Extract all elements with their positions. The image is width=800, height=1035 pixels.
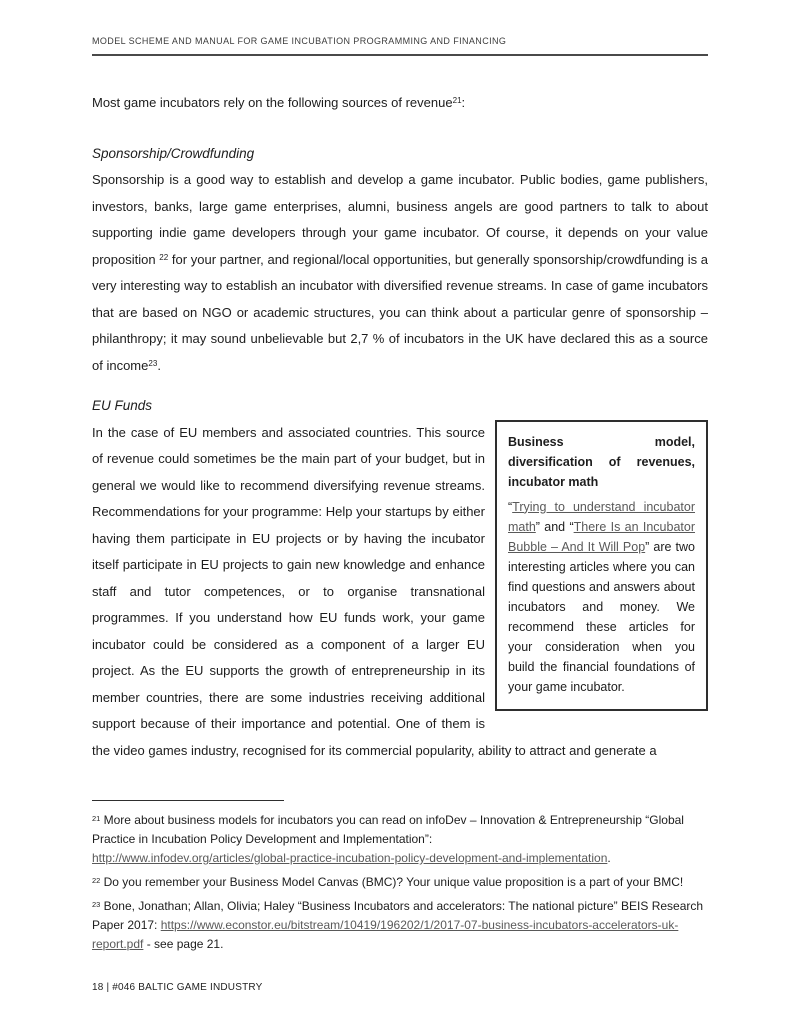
intro-colon: :	[461, 95, 466, 110]
footnote-23-text: Bone, Jonathan; Allan, Olivia; Haley “Business Incubators and accelerators: The national picture” BEIS Research Paper 2017:	[92, 899, 704, 932]
sponsorship-text-3: .	[157, 357, 161, 373]
page-content	[92, 84, 708, 959]
footnote-23-link[interactable]: https://www.econstor.eu/bitstream/10419/196202/1/2017-07-business-incubators-accelerators-uk-report.pdf	[92, 918, 679, 951]
footnote-separator	[92, 800, 284, 801]
eu-funds-paragraph: In the case of EU members and associated countries. This source of revenue could sometimes be the main part of your budget, but in general we would like to recommend diversifying revenue streams. Recommendations for your programme: Help your startups by either having them participate in EU projects or by having the incubator itself participate in EU projects to gain new knowledge and enhance staff and tutor competences, or to organise transnational programmes. If you understand how EU funds work, your game incubator could be considered as a component of a larger EU project. As the EU supports the growth of entrepreneurship in its member countries, there are some industries receiving additional support because of their importance and potential. One of them is the video games industry, recognised for its commercial popularity, ability to attract and generate a	[92, 424, 657, 758]
intro-text: Most game incubators rely on the following sources of revenue	[92, 95, 453, 110]
info-box-quote-open-1: “	[508, 499, 513, 514]
footnote-22	[92, 873, 708, 892]
info-box-rest-text: ” are two interesting articles where you can find questions and answers about incubators and money. We recommend these articles for your consideration when you build the financial foundations of your game incubator.	[508, 539, 695, 694]
footnotes-block	[92, 811, 708, 954]
eu-funds-heading: EU Funds	[92, 398, 153, 413]
sponsorship-text-1: Sponsorship is a good way to establish and develop a game incubator. Public bodies, game publishers, investors, banks, large game enterprises, alumni, business angels are good partners to talk to about supporting indie game developers through your game incubator. Of course, it depends on your value proposition	[92, 172, 708, 267]
link-incubator-bubble[interactable]: There Is an Incubator Bubble – And It Will Pop	[508, 519, 695, 554]
page-footer: 18 | #046 BALTIC GAME INDUSTRY	[92, 982, 263, 993]
eu-funds-section	[92, 420, 708, 765]
footnote-21-text: More about business models for incubators you can read on infoDev – Innovation & Entrepreneurship “Global Practice in Incubation Policy Development and Implementation”:	[92, 813, 684, 846]
footnote-21-link[interactable]: http://www.infodev.org/articles/global-practice-incubation-policy-development-and-implementation	[92, 851, 608, 865]
footnote-23-after: - see page 21.	[143, 937, 224, 951]
info-box-body	[508, 497, 695, 697]
footnote-22-marker: 22	[92, 875, 101, 885]
sponsorship-heading: Sponsorship/Crowdfunding	[92, 145, 255, 161]
footnote-ref-22[interactable]: 22	[159, 252, 169, 262]
info-box-heading: Business model, diversification of revenues, incubator math	[508, 434, 695, 489]
running-header: MODEL SCHEME AND MANUAL FOR GAME INCUBATION PROGRAMMING AND FINANCING	[92, 36, 708, 56]
footnote-21-after: .	[607, 851, 611, 865]
info-box-mid-text: ” and “	[535, 519, 574, 534]
info-box	[495, 420, 708, 711]
footnote-23	[92, 897, 708, 954]
footnote-21-marker: 21	[92, 813, 101, 823]
footnote-22-text: Do you remember your Business Model Canvas (BMC)? Your unique value proposition is a part of your BMC!	[100, 875, 684, 889]
footnote-21	[92, 811, 708, 868]
sponsorship-paragraph	[92, 167, 708, 379]
footnote-ref-23[interactable]: 23	[148, 358, 158, 368]
intro-paragraph	[92, 84, 708, 117]
footnote-23-marker: 23	[92, 899, 101, 909]
sponsorship-text-2: for your partner, and regional/local opportunities, but generally sponsorship/crowdfunding is a very interesting way to establish an incubator with diversified revenue streams. In case of game incubators that are based on NGO or academic structures, you can think about a particular genre of sponsorship – philanthropy; it may sound unbelievable but 2,7 % of incubators in the UK have declared this as a source of income	[92, 251, 708, 373]
link-incubator-math[interactable]: Trying to understand incubator math	[508, 499, 695, 534]
footnote-ref-21[interactable]: 21	[452, 96, 462, 106]
